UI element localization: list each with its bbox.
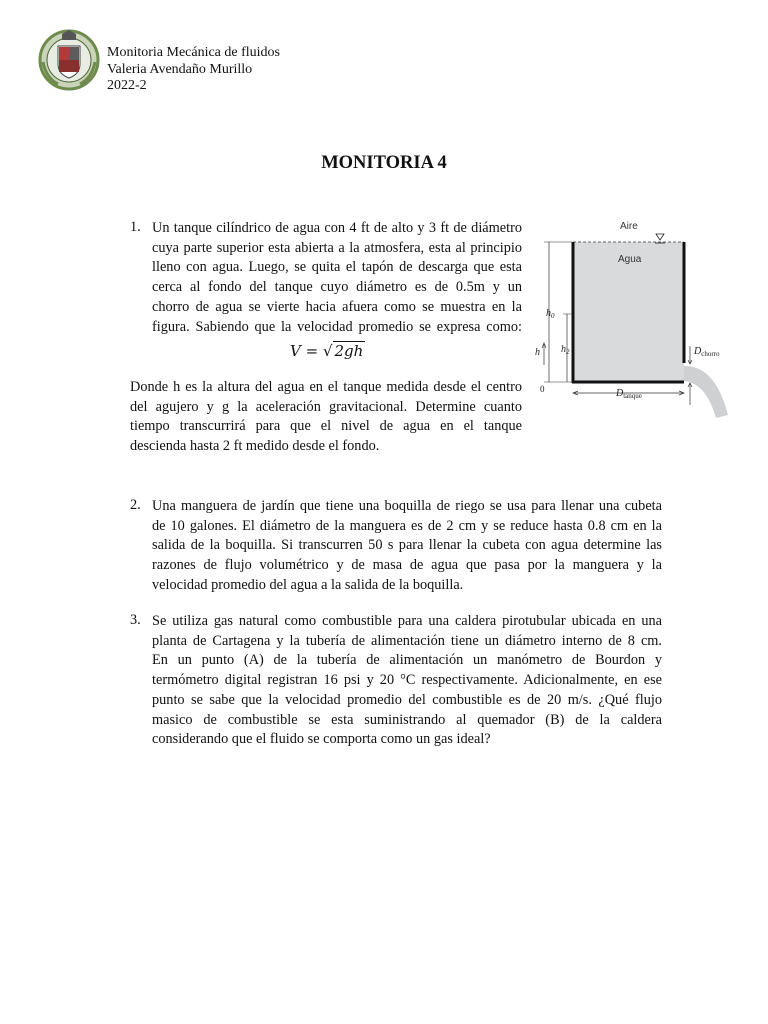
problem-2-line: salida de la boquilla. Si transcurren 50 s para llenar la cubeta con agua determine las bbox=[152, 537, 662, 554]
problem-1-line: Un tanque cilíndrico de agua con 4 ft de alto y 3 ft de diámetro bbox=[152, 220, 522, 236]
problem-1-line: cuya parte superior esta abierta a la atmosfera, esta al principio bbox=[152, 239, 522, 256]
problem-3-line: En un punto (A) de la tubería de alimentación un manómetro de Bourdon y bbox=[152, 652, 662, 669]
problem-3-line: termómetro digital registran 16 psi y 20 °C respectivamente. Adicionalmente, en ese bbox=[152, 672, 662, 689]
formula-lhs: V bbox=[290, 342, 301, 360]
sqrt-icon: √ bbox=[322, 342, 333, 360]
problem-1-continuation bbox=[130, 378, 522, 457]
label-dtanque: $D_{tanque}$ bbox=[616, 388, 642, 400]
problem-1-after-line: tiempo transcurrirá para que el nivel de agua en el tanque bbox=[130, 418, 522, 435]
problem-3-line: Se utiliza gas natural como combustible para una caldera pirotubular ubicada en una bbox=[152, 613, 662, 629]
water-jet bbox=[684, 366, 728, 418]
document-header bbox=[107, 45, 280, 95]
problem-3-line: considerando que el fluido se comporta como un gas ideal? bbox=[152, 731, 491, 748]
problem-2-number: 2. bbox=[130, 497, 141, 513]
label-air: Aire bbox=[620, 221, 638, 232]
label-h0: $h_0$ bbox=[546, 308, 555, 320]
page-title: MONITORIA 4 bbox=[321, 153, 447, 173]
label-dchorro: $D_{chorro}$ bbox=[694, 346, 720, 358]
problem-1-number: 1. bbox=[130, 219, 141, 235]
label-zero: 0 bbox=[540, 384, 545, 394]
problem-1-line: chorro de agua se vierte hacia afuera como se muestra en la bbox=[152, 298, 522, 315]
problem-1-line: figura. Sabiendo que la velocidad promedio se expresa como: bbox=[152, 318, 522, 335]
problem-1-after-line: descienda hasta 2 ft medido desde el fondo. bbox=[130, 438, 380, 455]
problem-2-line: velocidad promedio del agua a la salida de la boquilla. bbox=[152, 576, 464, 593]
header-course: Monitoria Mecánica de fluidos bbox=[107, 45, 281, 60]
problem-1-line: lleno con agua. Luego, se quita el tapón de descarga que esta bbox=[152, 259, 522, 276]
problem-2-line: Una manguera de jardín que tiene una boquilla de riego se usa para llenar una cubeta bbox=[152, 498, 662, 514]
problem-2-line: de 10 galones. El diámetro de la manguera es de 2 cm y se reduce hasta 0.8 cm en la bbox=[152, 517, 662, 534]
velocity-formula bbox=[290, 342, 365, 360]
tank-figure bbox=[530, 215, 735, 425]
problem-3-line: masico de combustible se esta suministrando al quemador (B) de la caldera bbox=[152, 711, 662, 728]
problem-2-text bbox=[152, 497, 662, 596]
header-term: 2022-2 bbox=[107, 78, 147, 93]
free-surface-icon bbox=[656, 234, 664, 240]
problem-3-number: 3. bbox=[130, 612, 141, 628]
problem-3-line: punto se sabe que la velocidad promedio del combustible es de 20 m/s. ¿Qué flujo bbox=[152, 691, 662, 708]
problem-1-after-line: Donde h es la altura del agua en el tanque medida desde el centro bbox=[130, 379, 522, 395]
formula-radicand: 2gh bbox=[334, 342, 364, 360]
problem-1-after-line: del agujero y g la aceleración gravitacional. Determine cuanto bbox=[130, 398, 522, 415]
problem-1-line: cerca al fondo del tanque cuyo diámetro es de 0.5m y un bbox=[152, 279, 522, 296]
label-water: Agua bbox=[618, 254, 642, 265]
problem-1-text bbox=[152, 219, 522, 337]
university-seal-logo bbox=[38, 28, 100, 92]
problem-2-line: razones de flujo volumétrico y de masa de agua que pasa por la manguera y la bbox=[152, 557, 662, 574]
label-h2: $h_2$ bbox=[561, 344, 570, 356]
problem-3-line: planta de Cartagena y la tubería de alimentación tiene un diámetro interno de 8 cm. bbox=[152, 632, 662, 649]
header-author: Valeria Avendaño Murillo bbox=[107, 61, 253, 77]
label-h: h bbox=[535, 347, 540, 358]
formula-equals: = bbox=[300, 342, 323, 360]
problem-3-text bbox=[152, 612, 662, 750]
